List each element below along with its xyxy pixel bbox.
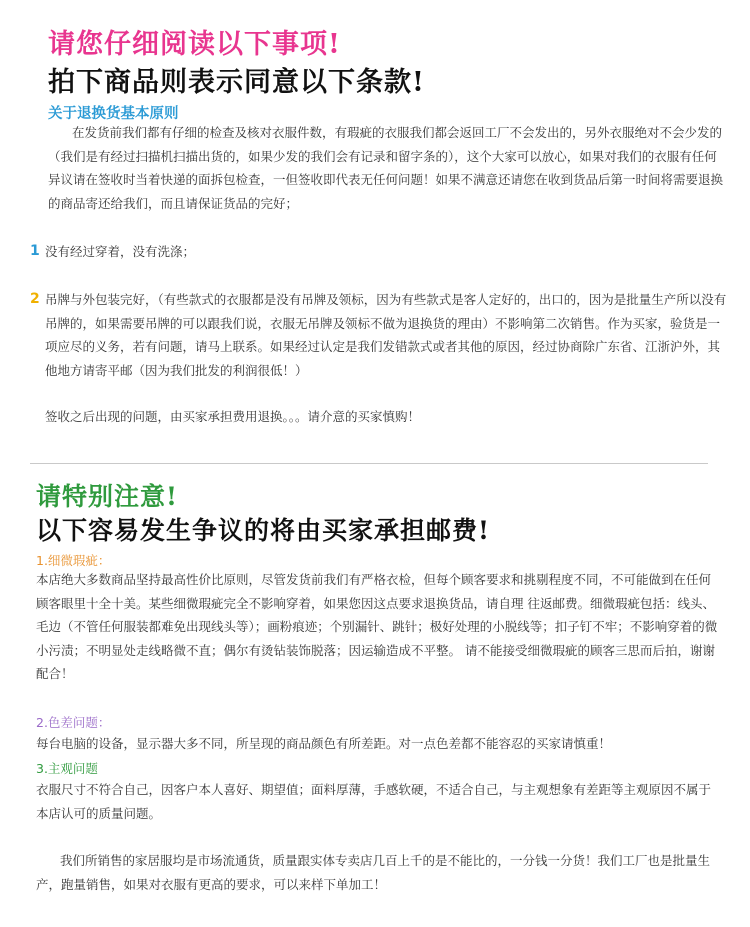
section-text-color-difference: 每台电脑的设备，显示器大多不同，所呈现的商品颜色有所差距。对一点色差都不能容忍的买家请慎重！ <box>36 736 612 751</box>
item-number-2: 2 <box>30 291 40 307</box>
title-buyer-pays-shipping: 以下容易发生争议的将由买家承担邮费! <box>36 516 490 545</box>
item-text-2: 吊牌与外包装完好，（有些款式的衣服都是没有吊牌及领标，因为有些款式是客人定好的，出口的，因为是批量生产所以没有吊牌的，如果需要吊牌的可以跟我们说，衣服无吊牌及领标不做为退换货的理由）不影响第二次销售。作为买家，验货是一项应尽的义务，若有问题，请马上联系。如果经过认定是我们发错款式或者其他的原因，经过协商除广东省、江浙沪外，其他地方请寄平邮（因为我们批发的利润很低！） <box>45 292 727 378</box>
section-text-minor-flaws: 本店绝大多数商品坚持最高性价比原则，尽管发货前我们有严格衣检，但每个顾客要求和挑剔程度不同，不可能做到在任何顾客眼里十全十美。某些细微瑕疵完全不影响穿着，如果您因这点要求退换货品，请自理 往返邮费。细微瑕疵包括：线头、毛边（不管任何服装都难免出现线头等）；画粉痕迹；个别漏针、跳针；极好处理的小脱线等；扣子钉不牢；不影响穿着的微小污渍；不明显处走线略微不直；偶尔有烫钻装饰脱落；因运输造成不平整。 请不能接受细微瑕疵的顾客三思而后拍，谢谢配合！ <box>36 572 718 681</box>
section-label-color-difference: 2.色差问题： <box>36 715 111 730</box>
section-text-subjective-issues: 衣服尺寸不符合自己，因客户本人喜好、期望值；面料厚薄，手感软硬，不适合自己，与主观想象有差距等主观原因不属于本店认可的质量问题。 <box>36 782 712 821</box>
section-label-minor-flaws: 1.细微瑕疵： <box>36 553 111 568</box>
title-special-notice: 请特别注意! <box>36 482 178 511</box>
sign-note: 签收之后出现的问题，由买家承担费用退换。。。请介意的买家慎购！ <box>45 409 421 424</box>
item-text-1: 没有经过穿着，没有洗涤； <box>45 244 196 259</box>
closing-paragraph: 我们所销售的家居服均是市场流通货，质量跟实体专卖店几百上千的是不能比的，一分钱一分货！我们工厂也是批量生产，跑量销售，如果对衣服有更高的要求，可以来样下单加工！ <box>36 853 711 892</box>
title-read-carefully: 请您仔细阅读以下事项! <box>48 29 341 60</box>
item-number-1: 1 <box>30 243 40 259</box>
section-label-subjective-issues: 3.主观问题 <box>36 761 98 776</box>
return-policy-intro: 在发货前我们都有仔细的检查及核对衣服件数，有瑕疵的衣服我们都会返回工厂不会发出的，另外衣服绝对不会少发的（我们是有经过扫描机扫描出货的，如果少发的我们会有记录和留字条的），这个大家可以放心，如果对我们的衣服有任何异议请在签收时当着快递的面拆包检查，一但签收即代表无任何问题！如果不满意还请您在收到货品后第一时间将需要退换的商品寄还给我们，而且请保证货品的完好； <box>48 125 724 211</box>
section-divider <box>30 463 708 464</box>
return-policy-heading: 关于退换货基本原则 <box>48 105 179 122</box>
title-agree-terms: 拍下商品则表示同意以下条款! <box>48 67 425 98</box>
